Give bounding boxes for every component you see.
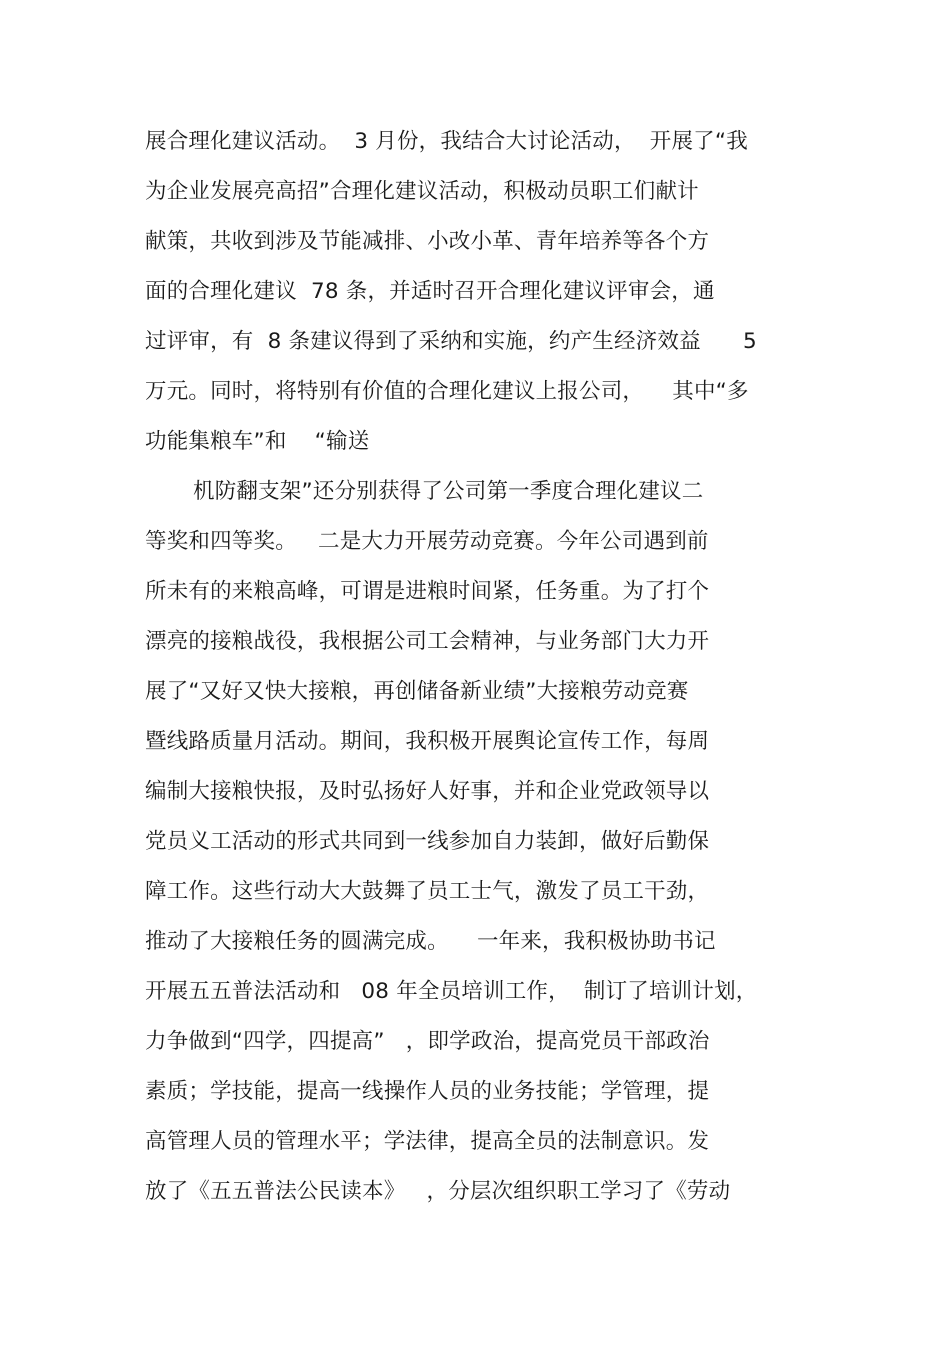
text-line-2: 为企业发展亮高招”合理化建议活动，积极动员职工们献计 bbox=[145, 179, 699, 204]
text-line-1: 展合理化建议活动。 3 月份，我结合大讨论活动， 开展了“我 bbox=[145, 129, 748, 154]
text-line-11: 漂亮的接粮战役，我根据公司工会精神，与业务部门大力开 bbox=[145, 629, 710, 654]
text-line-18: 开展五五普法活动和 08 年全员培训工作， 制订了培训计划， bbox=[145, 979, 758, 1004]
text-line-19: 力争做到“四学，四提高” ，即学政治，提高党员干部政治 bbox=[145, 1029, 710, 1054]
text-line-10: 所未有的来粮高峰，可谓是进粮时间紧，任务重。为了打个 bbox=[145, 579, 710, 604]
text-line-12: 展了“又好又快大接粮，再创储备新业绩”大接粮劳动竞赛 bbox=[145, 679, 689, 704]
text-line-7: 功能集粮车”和 “输送 bbox=[145, 429, 370, 454]
text-line-4: 面的合理化建议 78 条，并适时召开合理化建议评审会，通 bbox=[145, 279, 715, 304]
text-line-15: 党员义工活动的形式共同到一线参加自力装卸，做好后勤保 bbox=[145, 829, 710, 854]
text-line-13: 暨线路质量月活动。期间，我积极开展舆论宣传工作，每周 bbox=[145, 729, 710, 754]
text-line-22: 放了《五五普法公民读本》 ，分层次组织职工学习了《劳动 bbox=[145, 1179, 731, 1204]
text-line-6: 万元。同时，将特别有价值的合理化建议上报公司， 其中“多 bbox=[145, 379, 749, 404]
text-line-14: 编制大接粮快报，及时弘扬好人好事，并和企业党政领导以 bbox=[145, 779, 710, 804]
text-line-20: 素质；学技能，提高一线操作人员的业务技能；学管理，提 bbox=[145, 1079, 710, 1104]
text-line-3: 献策，共收到涉及节能减排、小改小革、青年培养等各个方 bbox=[145, 229, 710, 254]
text-line-5: 过评审，有 8 条建议得到了采纳和实施，约产生经济效益 5 bbox=[145, 329, 757, 354]
text-line-21: 高管理人员的管理水平；学法律，提高全员的法制意识。发 bbox=[145, 1129, 710, 1154]
text-line-9: 等奖和四等奖。 二是大力开展劳动竞赛。今年公司遇到前 bbox=[145, 529, 709, 554]
text-line-17: 推动了大接粮任务的圆满完成。 一年来，我积极协助书记 bbox=[145, 929, 716, 954]
text-line-8: 机防翻支架”还分别获得了公司第一季度合理化建议二 bbox=[193, 479, 704, 504]
text-line-16: 障工作。这些行动大大鼓舞了员工士气，激发了员工干劲， bbox=[145, 879, 710, 904]
